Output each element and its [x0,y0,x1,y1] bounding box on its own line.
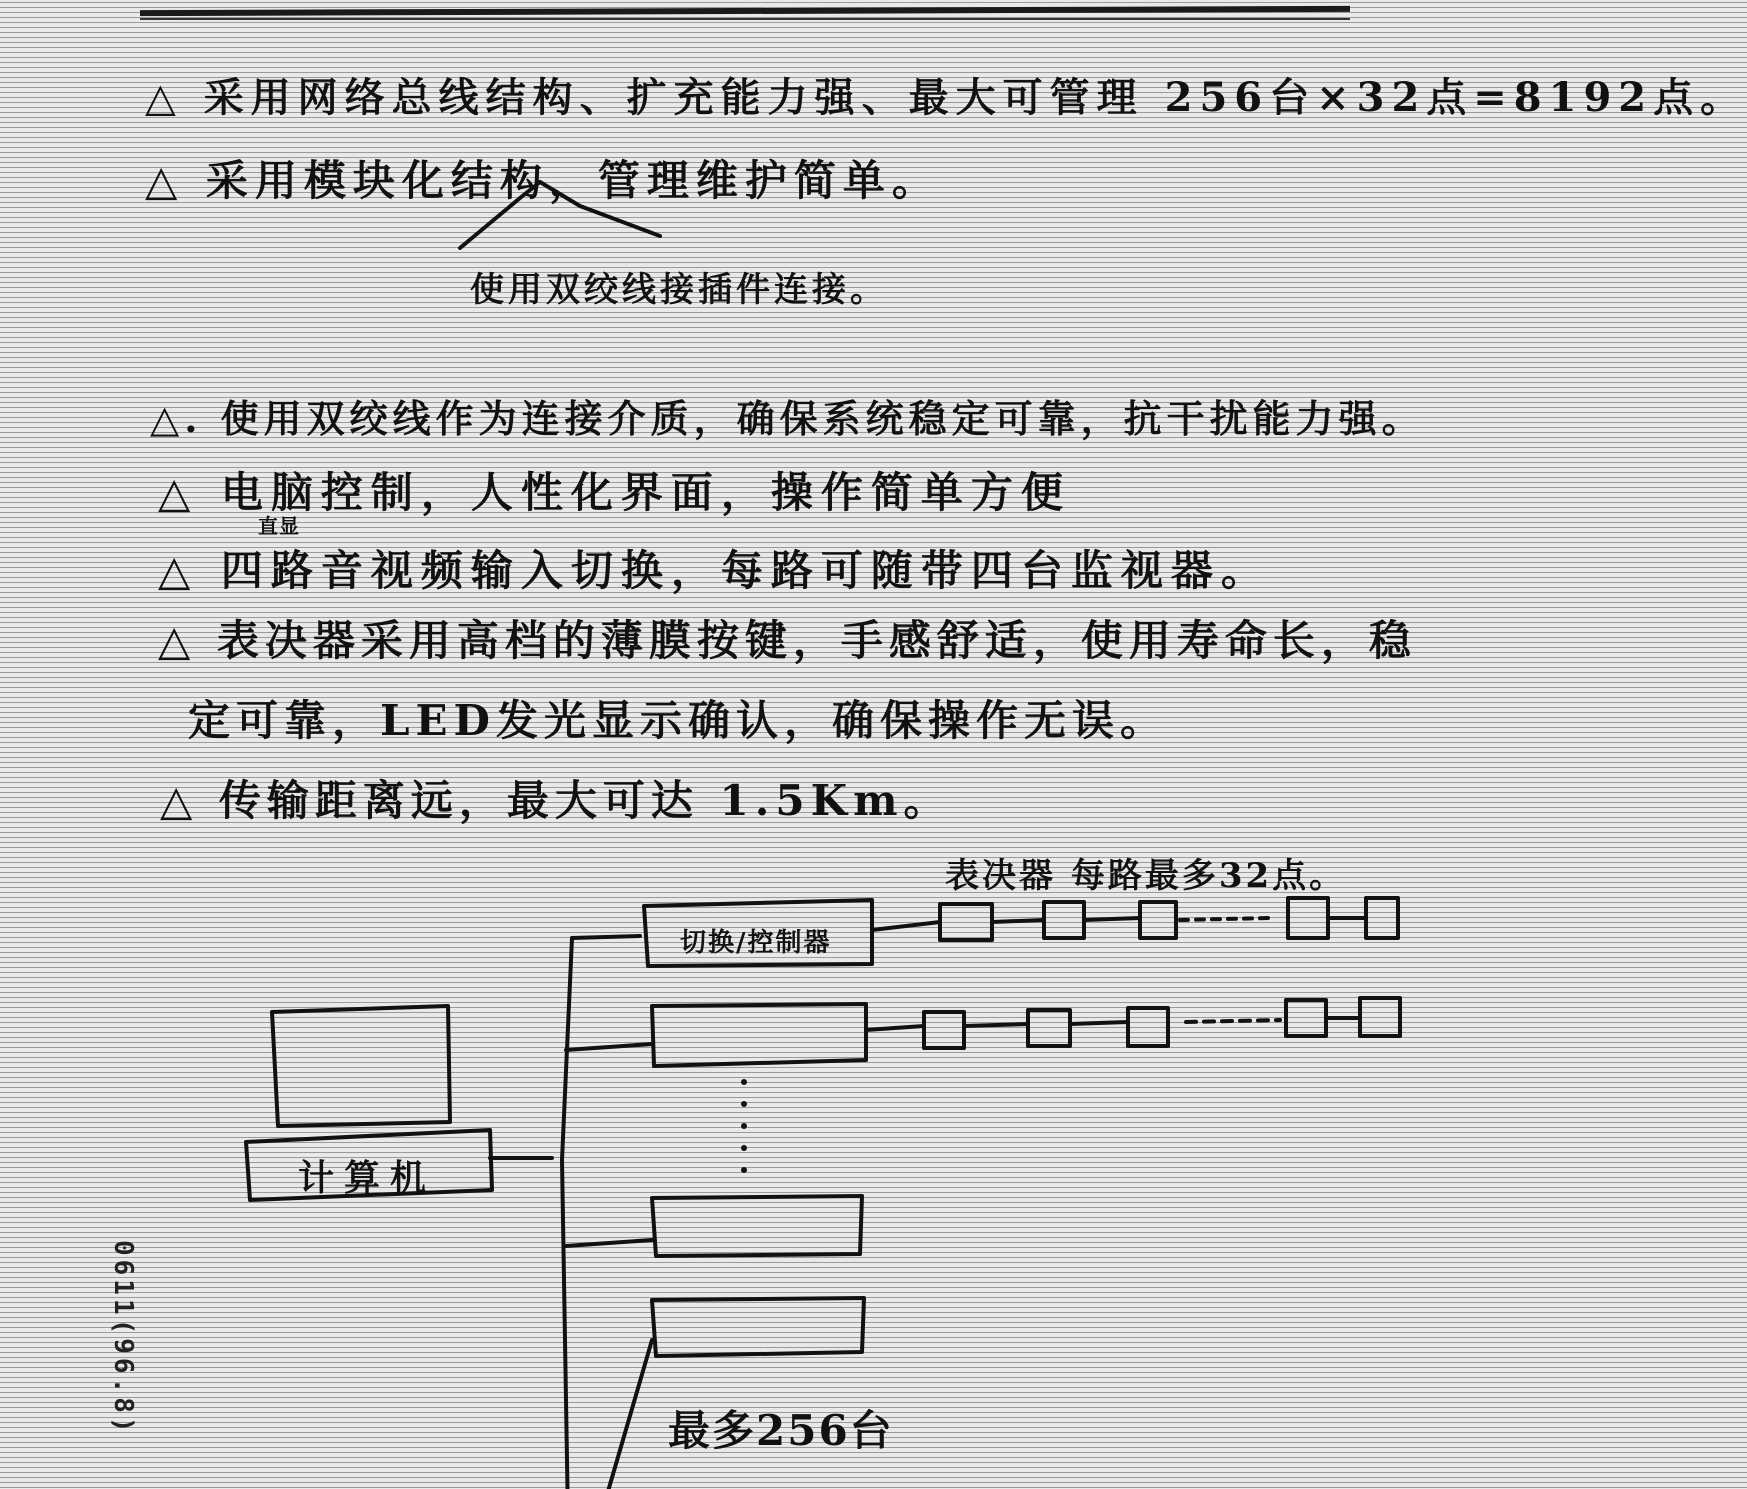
vertical-ellipsis [741,1079,747,1173]
note-line-8: 定可靠，LED发光显示确认，确保操作无误。 [188,696,1168,745]
pointer-line-right [540,182,660,236]
terminal-2-2 [1028,1010,1070,1046]
note-line-1: △ 采用网络总线结构、扩充能力强、最大可管理 256台×32点=8192点。 [145,74,1747,121]
terminal-1-3 [1140,902,1176,938]
bus-top [572,936,640,938]
note-line-9: △ 传输距离远，最大可达 1.5Km。 [160,776,952,825]
branch-box-2 [652,1004,866,1066]
computer-label: 计算机 [298,1157,437,1199]
note-line-2: △ 采用模块化结构，管理维护简单。 [145,156,941,205]
note-line-7: △ 表决器采用高档的薄膜按键，手感舒适，使用寿命长，稳 [158,616,1417,665]
side-code: 0611(96.8) [108,1240,138,1437]
terminal-1-2 [1044,902,1084,938]
chain-row-1-dashes [1180,918,1270,920]
terminal-1-5 [1366,898,1398,938]
note-line-5: △ 电脑控制，人性化界面，操作简单方便 [158,468,1071,517]
terminal-2-5 [1360,998,1400,1036]
terminal-2-3 [1128,1008,1168,1046]
note-line-4: △. 使用双绞线作为连接介质，确保系统稳定可靠，抗干扰能力强。 [150,396,1425,441]
chain-row-2-dashes [1186,1020,1280,1022]
branch-link-3 [566,1240,652,1246]
pointer-line-left [460,182,540,248]
chain-row-1-line [872,922,940,930]
chain-row-2-line [866,1026,924,1030]
computer-monitor [272,1006,450,1126]
note-line-3-connector: 使用双绞线接插件连接。 [470,270,888,310]
note-line-6-annotation: 直显 [258,514,300,538]
vertical-bus [562,938,572,1489]
switch-controller-label: 切换/控制器 [680,928,832,958]
branch-link-2 [566,1044,652,1050]
branch-link-4 [566,1340,652,1489]
terminal-caption: 表决器 每路最多32点。 [945,856,1347,896]
terminal-1-4 [1288,898,1328,938]
terminal-1-1 [940,904,992,940]
terminal-2-4 [1286,1000,1326,1036]
branch-box-4 [652,1298,864,1356]
bottom-caption: 最多256台 [668,1406,894,1455]
branch-box-3 [652,1196,862,1256]
terminal-2-1 [924,1012,964,1048]
note-line-6: △ 四路音视频输入切换，每路可随带四台监视器。 [158,546,1271,595]
